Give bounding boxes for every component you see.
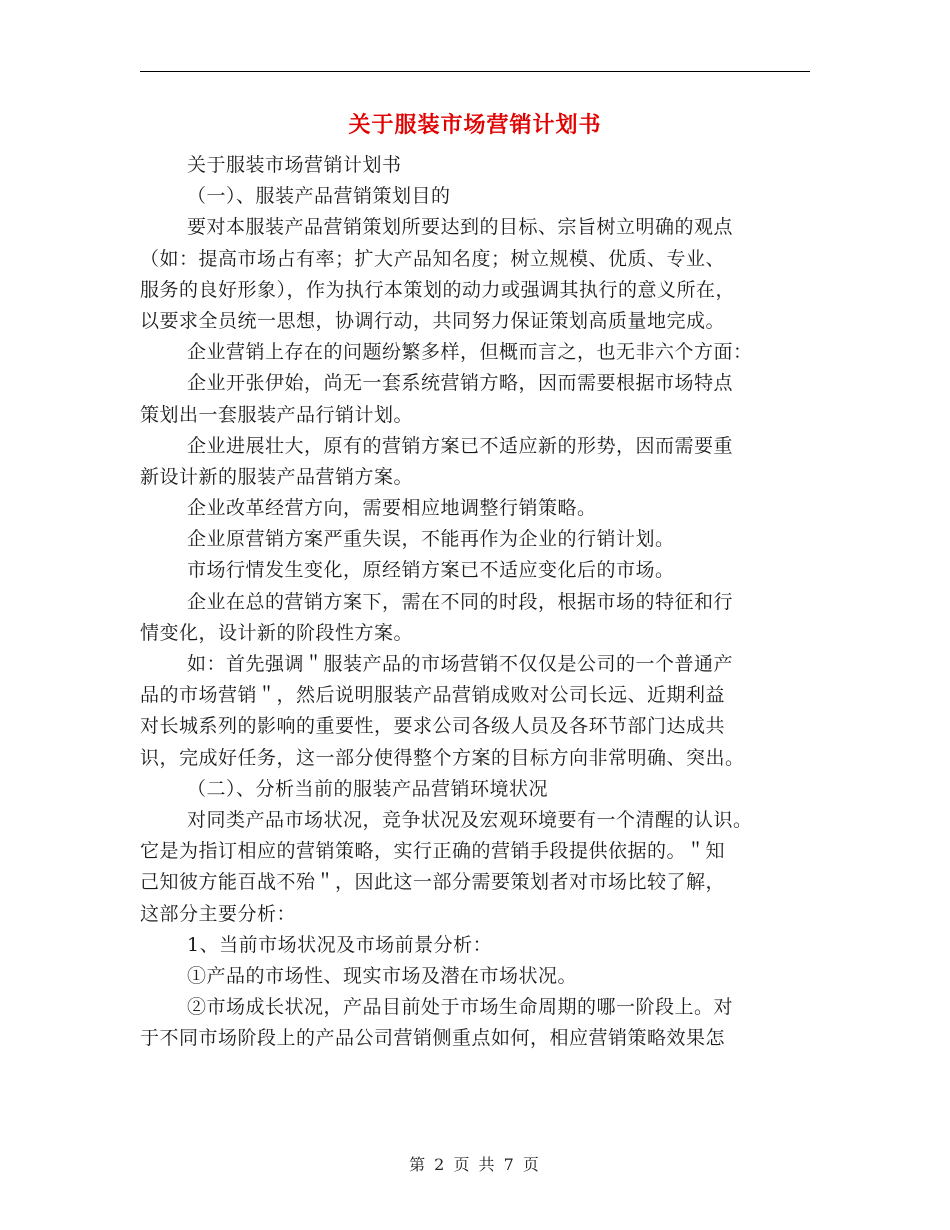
text-line: 品的市场营销＂，然后说明服装产品营销成败对公司长远、近期利益 [140, 684, 726, 707]
text-line: 企业进展壮大，原有的营销方案已不适应新的形势，因而需要重 [187, 434, 734, 457]
text-line: 企业营销上存在的问题纷繁多样，但概而言之，也无非六个方面： [187, 341, 753, 364]
text-line: 企业原营销方案严重失误，不能再作为企业的行销计划。 [187, 528, 675, 551]
text-line: （如：提高市场占有率；扩大产品知名度；树立规模、优质、专业、 [140, 247, 726, 270]
text-line: 市场行情发生变化，原经销方案已不适应变化后的市场。 [187, 559, 675, 582]
text-line: 己知彼方能百战不殆＂，因此这一部分需要策划者对市场比较了解， [140, 871, 726, 894]
text-line: 对长城系列的影响的重要性，要求公司各级人员及各环节部门达成共 [140, 715, 726, 738]
text-line: 要对本服装产品营销策划所要达到的目标、宗旨树立明确的观点 [187, 216, 734, 239]
text-line: 如：首先强调＂服装产品的市场营销不仅仅是公司的一个普通产 [187, 653, 734, 675]
text-line: （一）、服装产品营销策划目的 [187, 185, 451, 208]
text-line: 1、当前市场状况及市场前景分析： [187, 933, 493, 956]
text-line: （二）、分析当前的服装产品营销环境状况 [187, 777, 549, 800]
text-line: ①产品的市场性、现实市场及潜在市场状况。 [187, 964, 578, 987]
text-line: 企业改革经营方向，需要相应地调整行销策略。 [187, 497, 597, 520]
document-title: 关于服装市场营销计划书 [348, 113, 602, 138]
text-line: 以要求全员统一思想，协调行动，共同努力保证策划高质量地完成。 [140, 309, 726, 332]
text-line: 对同类产品市场状况，竞争状况及宏观环境要有一个清醒的认识。 [187, 808, 753, 831]
document-body [140, 150, 805, 1054]
text-line: ②市场成长状况，产品目前处于市场生命周期的哪一阶段上。对 [187, 996, 734, 1019]
text-line: 企业开张伊始，尚无一套系统营销方略，因而需要根据市场特点 [187, 372, 734, 395]
text-line: 这部分主要分析： [140, 902, 297, 925]
text-line: 服务的良好形象），作为执行本策划的动力或强调其执行的意义所在， [140, 278, 736, 301]
header-rule [140, 71, 810, 72]
text-line: 于不同市场阶段上的产品公司营销侧重点如何，相应营销策略效果怎 [140, 1027, 726, 1050]
text-line: 策划出一套服装产品行销计划。 [140, 403, 414, 426]
text-line: 情变化，设计新的阶段性方案。 [140, 621, 414, 644]
text-line: 企业在总的营销方案下，需在不同的时段，根据市场的特征和行 [187, 590, 734, 613]
text-line: 关于服装市场营销计划书 [187, 154, 402, 176]
text-line: 它是为指订相应的营销策略，实行正确的营销手段提供依据的。＂知 [140, 840, 726, 863]
page-footer: 第 2 页 共 7 页 [409, 1155, 541, 1174]
text-line: 新设计新的服装产品营销方案。 [140, 465, 414, 488]
text-line: 识，完成好任务，这一部分使得整个方案的目标方向非常明确、突出。 [140, 746, 745, 769]
